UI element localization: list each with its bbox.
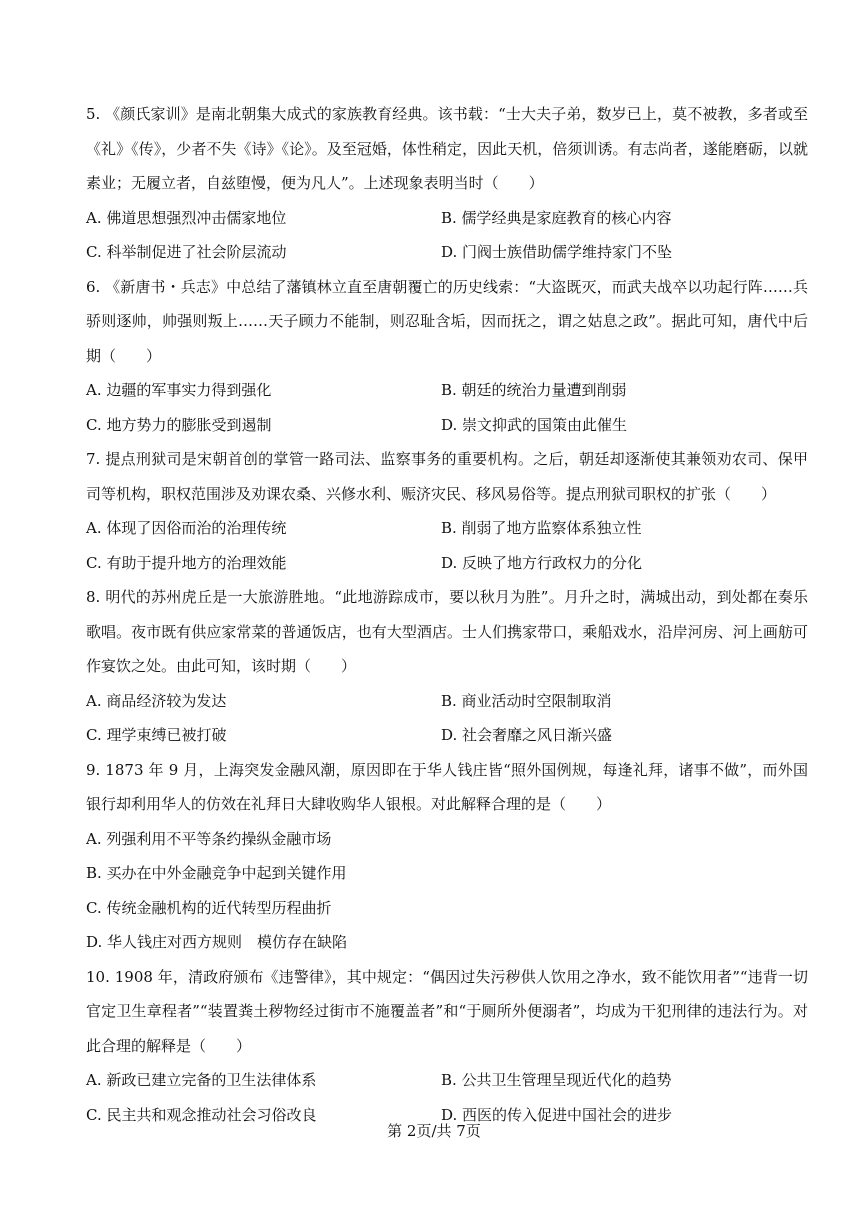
exam-page-content bbox=[86, 97, 808, 1132]
option-d: D. 反映了地方行政权力的分化 bbox=[441, 553, 643, 572]
question-stem: 9. 1873 年 9 月，上海突发金融风潮，原因即在于华人钱庄皆“照外国例规，每逢礼拜，诸事不做”，而外国银行却利用华人的仿效在礼拜日大肆收购华人银根。对此解释合理的是（ ） bbox=[86, 760, 808, 813]
option-d: D. 华人钱庄对西方规则 模仿存在缺陷 bbox=[86, 933, 348, 951]
option-list bbox=[86, 511, 808, 580]
option-a: A. 新政已建立完备的卫生法律体系 bbox=[86, 1071, 317, 1089]
question-stem: 6. 《新唐书・兵志》中总结了藩镇林立直至唐朝覆亡的历史线索：“大盗既灭，而武夫战卒以功起行阵……兵骄则逐帅，帅强则叛上……天子顾力不能制，则忍耻含垢，因而抚之，谓之姑息之政”。据此可知，唐代中后期（ ） bbox=[86, 277, 808, 365]
option-list bbox=[86, 822, 808, 960]
question-8 bbox=[86, 580, 808, 753]
option-d: D. 社会奢靡之风日渐兴盛 bbox=[441, 726, 613, 744]
option-b: B. 朝廷的统治力量遭到削弱 bbox=[441, 381, 627, 399]
question-10 bbox=[86, 960, 808, 1133]
option-list bbox=[86, 684, 808, 753]
option-d: D. 崇文抑武的国策由此催生 bbox=[441, 415, 628, 434]
option-a: A. 列强利用不平等条约操纵金融市场 bbox=[86, 829, 332, 848]
option-a: A. 商品经济较为发达 bbox=[86, 691, 227, 710]
option-c: C. 有助于提升地方的治理效能 bbox=[86, 553, 287, 572]
option-b: B. 商业活动时空限制取消 bbox=[441, 691, 612, 710]
option-a: A. 佛道思想强烈冲击儒家地位 bbox=[86, 208, 287, 227]
option-c: C. 地方势力的膨胀受到遏制 bbox=[86, 415, 272, 434]
option-c: C. 理学束缚已被打破 bbox=[86, 726, 227, 744]
option-a: A. 体现了因俗而治的治理传统 bbox=[86, 519, 287, 537]
question-stem: 8. 明代的苏州虎丘是一大旅游胜地。“此地游踪成市，要以秋月为胜”。月升之时，满城出动，到处都在奏乐歌唱。夜市既有供应家常菜的普通饭店，也有大型酒店。士人们携家带口，乘船戏水，沿岸河房、河上画舫可作宴饮之处。由此可知，该时期（ ） bbox=[86, 588, 808, 675]
question-9 bbox=[86, 753, 808, 960]
option-b: B. 公共卫生管理呈现近代化的趋势 bbox=[441, 1071, 672, 1089]
option-d: D. 门阀士族借助儒学维持家门不坠 bbox=[441, 243, 673, 261]
page-number-footer: 第 2页/共 7页 bbox=[387, 1122, 481, 1140]
option-b: B. 儒学经典是家庭教育的核心内容 bbox=[441, 208, 672, 227]
option-c: C. 传统金融机构的近代转型历程曲折 bbox=[86, 898, 332, 917]
option-c: C. 科举制促进了社会阶层流动 bbox=[86, 243, 287, 261]
option-b: B. 买办在中外金融竞争中起到关键作用 bbox=[86, 864, 347, 882]
question-6 bbox=[86, 270, 808, 443]
question-stem: 5. 《颜氏家训》是南北朝集大成式的家族教育经典。该书载：“士大夫子弟，数岁已上，莫不被教，多者或至《礼》《传》，少者不失《诗》《论》。及至冠婚，体性稍定，因此天机，倍须训诱。有志尚者，遂能磨砺，以就素业；无履立者，自兹堕慢，便为凡人”。上述现象表明当时（ ） bbox=[86, 105, 808, 192]
option-d: D. 西医的传入促进中国社会的进步 bbox=[441, 1105, 673, 1124]
option-a: A. 边疆的军事实力得到强化 bbox=[86, 381, 272, 399]
option-b: B. 削弱了地方监察体系独立性 bbox=[441, 519, 642, 537]
question-stem: 7. 提点刑狱司是宋朝首创的掌管一路司法、监察事务的重要机构。之后，朝廷却逐渐使其兼领劝农司、保甲司等机构，职权范围涉及劝课农桑、兴修水利、赈济灾民、移风易俗等。提点刑狱司职权的扩张（ ） bbox=[86, 450, 808, 503]
option-list bbox=[86, 201, 808, 270]
option-list bbox=[86, 373, 808, 442]
question-7 bbox=[86, 442, 808, 580]
option-c: C. 民主共和观念推动社会习俗改良 bbox=[86, 1105, 317, 1124]
question-5 bbox=[86, 97, 808, 270]
question-stem: 10. 1908 年，清政府颁布《违警律》，其中规定：“偶因过失污秽供人饮用之净水，致不能饮用者”“违背一切官定卫生章程者”“装置粪土秽物经过街市不施覆盖者”和“于厕所外便溺者”，均成为干犯刑律的违法行为。对此合理的解释是（ ） bbox=[86, 967, 808, 1055]
